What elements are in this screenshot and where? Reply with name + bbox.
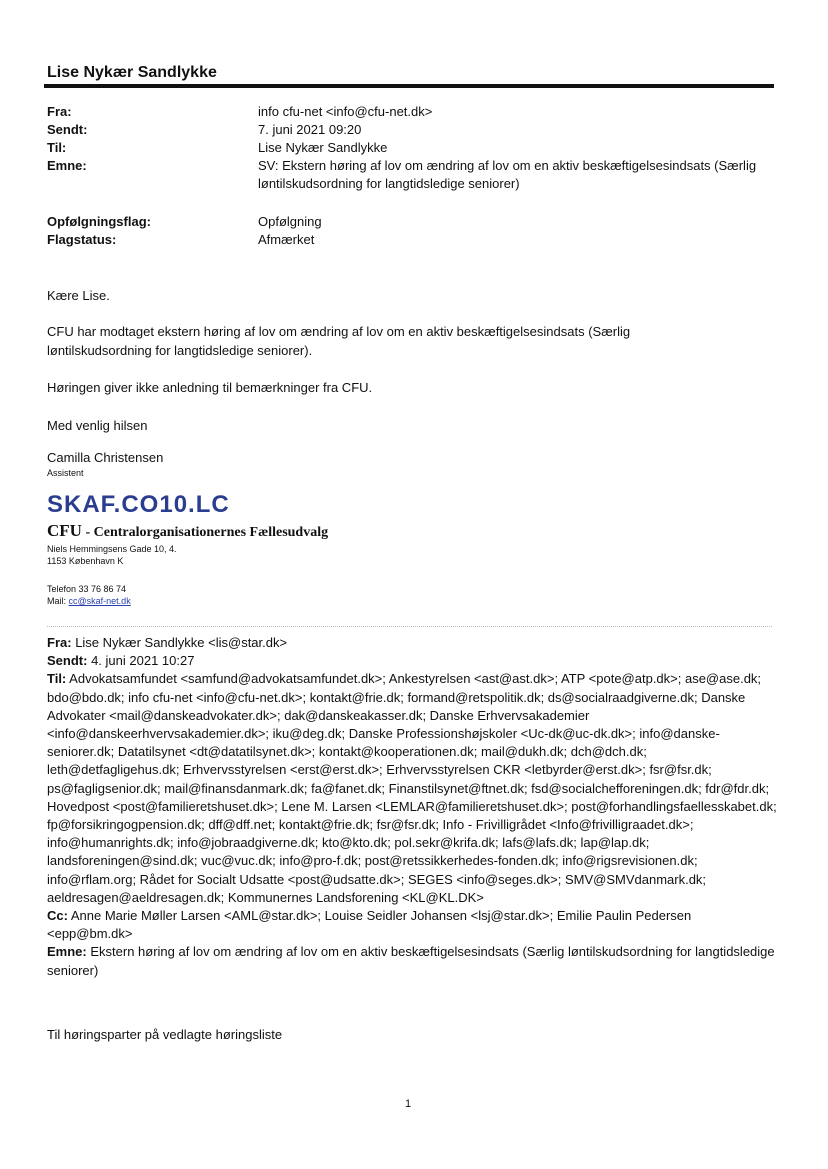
signature-title: Assistent [47,468,84,478]
forwarded-closing: Til høringsparter på vedlagte høringsliste [47,1027,283,1042]
forwarded-sent-row [47,652,777,670]
header-to-value: Lise Nykær Sandlykke [258,140,388,155]
header-rule [44,84,774,88]
mail-row [47,595,131,607]
greeting: Kære Lise. [47,288,110,303]
forwarded-from-label: Fra: [47,635,72,650]
organisation-abbr: CFU [47,521,82,540]
header-subject-row [47,157,757,191]
forwarded-from-value: Lise Nykær Sandlykke <lis@star.dk> [75,635,288,650]
mail-link[interactable]: cc@skaf-net.dk [68,596,131,606]
forwarded-to-label: Til: [47,671,67,687]
phone: Telefon 33 76 86 74 [47,584,127,594]
page-number: 1 [405,1098,412,1110]
header-label: Flagstatus: [47,232,117,247]
forwarded-cc-row [47,907,777,943]
regards: Med venlig hilsen [47,418,148,433]
forwarded-to-value: Advokatsamfundet <samfund@advokatsamfundet.dk>; Ankestyrelsen <ast@ast.dk>; ATP <pote@atp.dk>; ase@ase.dk; bdo@bdo.dk; info cfu-net <info@cfu-net.dk>; kontakt@frie.dk; formand@retspolitik.dk; ds@socialraadgiverne.dk; Danske Advokater <mail@danskeadvokater.dk>; dak@danskeakasser.dk; Danske Erhvervsakademier <info@danskeerhvervsakademier.dk>; iku@deg.dk; Danske Professionshøjskoler <Uc-dk@uc-dk.dk>; info@danske-seniorer.dk; Datatilsynet <dt@datatilsynet.dk>; kontakt@kooperationen.dk; mail@dukh.dk; dch@dch.dk; leth@detfagligehus.dk; Erhvervsstyrelsen <erst@erst.dk>; Erhvervsstyrelsen CKR <letbyrder@erst.dk>; fsr@fsr.dk; ps@fagligsenior.dk; mail@finansdanmark.dk; fa@fanet.dk; Finanstilsynet@ftnet.dk; fsd@socialchefforeningen.dk; fdr@fdr.dk; Hovedpost <post@familieretshuset.dk>; Lene M. Larsen <LEMLAR@familieretshuset.dk>; post@forhandlingsfaellesskabet.dk; fp@forsikringogpension.dk; dff@dff.net; kontakt@frie.dk; fsr@fsr.dk; Info - Frivilligrådet <Info@frivilligraadet.dk>; info@humanrights.dk; info@jobraadgiverne.dk; kto@kto.dk; pol.sekr@krifa.dk; lafs@lafs.dk; lap@lap.dk; landsforeningen@sind.dk; vuc@vuc.dk; info@pro-f.dk; post@retssikkerhedes-fonden.dk; info@rigsrevisionen.dk; info@rflam.org; Rådet for Socialt Udsatte <post@udsatte.dk>; SEGES <info@seges.dk>; SMV@SMVdanmark.dk; aeldresagen@aeldresagen.dk; Kommunernes Landsforening <KL@KL.DK> [47,671,777,905]
header-sent-value: 7. juni 2021 09:20 [258,122,362,137]
header-from-value: info cfu-net <info@cfu-net.dk> [258,104,433,119]
header-label: Fra: [47,104,72,119]
header-subject-value: SV: Ekstern høring af lov om ændring af lov om en aktiv beskæftigelsesindsats (Særlig løntilskudsordning for langtidsledige seniorer) [258,158,757,191]
flag-status-row [47,231,315,249]
header-from-row [47,103,433,121]
signature-name: Camilla Christensen [47,450,164,465]
organisation-name [47,521,328,541]
header-to-row [47,139,388,157]
forwarded-from-row [47,634,777,652]
forwarded-sent-label: Sendt: [47,653,88,669]
forwarded-message [47,634,777,980]
header-label: Emne: [47,158,87,173]
forwarded-subject-label: Emne: [47,944,87,960]
forwarded-sent-value: 4. juni 2021 10:27 [91,653,195,669]
forwarded-subject-value: Ekstern høring af lov om ændring af lov om en aktiv beskæftigelsesindsats (Særlig løntilskudsordning for langtidsledige seniorer) [47,944,775,978]
skaf-logo: SKAF.CO10.LC [47,491,230,518]
forwarded-to-row [47,670,777,907]
header-label: Til: [47,140,67,155]
forwarded-cc-value: Anne Marie Møller Larsen <AML@star.dk>; Louise Seidler Johansen <lsj@star.dk>; Emilie Paulin Pedersen <epp@bm.dk> [47,908,692,942]
flag-status-value: Afmærket [258,232,315,247]
organisation-full-name: - Centralorganisationernes Fællesudvalg [85,525,329,540]
mail-label: Mail: [47,596,67,606]
forwarded-subject-row [47,943,777,979]
separator [47,626,772,627]
address-line-2: 1153 København K [47,556,124,566]
address-line-1: Niels Hemmingsens Gade 10, 4. [47,544,177,554]
followup-flag-row [47,213,322,231]
body-paragraph-2: Høringen giver ikke anledning til bemærkninger fra CFU. [47,380,373,395]
body-paragraph-1: CFU har modtaget ekstern høring af lov om ændring af lov om en aktiv beskæftigelsesindsats (Særlig løntilskudsordning for langtidsledige seniorer). [47,324,631,358]
header-label: Opfølgningsflag: [47,214,151,229]
header-label: Sendt: [47,122,88,137]
forwarded-cc-label: Cc: [47,908,68,924]
header-sent-row [47,121,362,139]
followup-flag-value: Opfølgning [258,214,322,229]
mailbox-owner-name: Lise Nykær Sandlykke [47,64,217,81]
